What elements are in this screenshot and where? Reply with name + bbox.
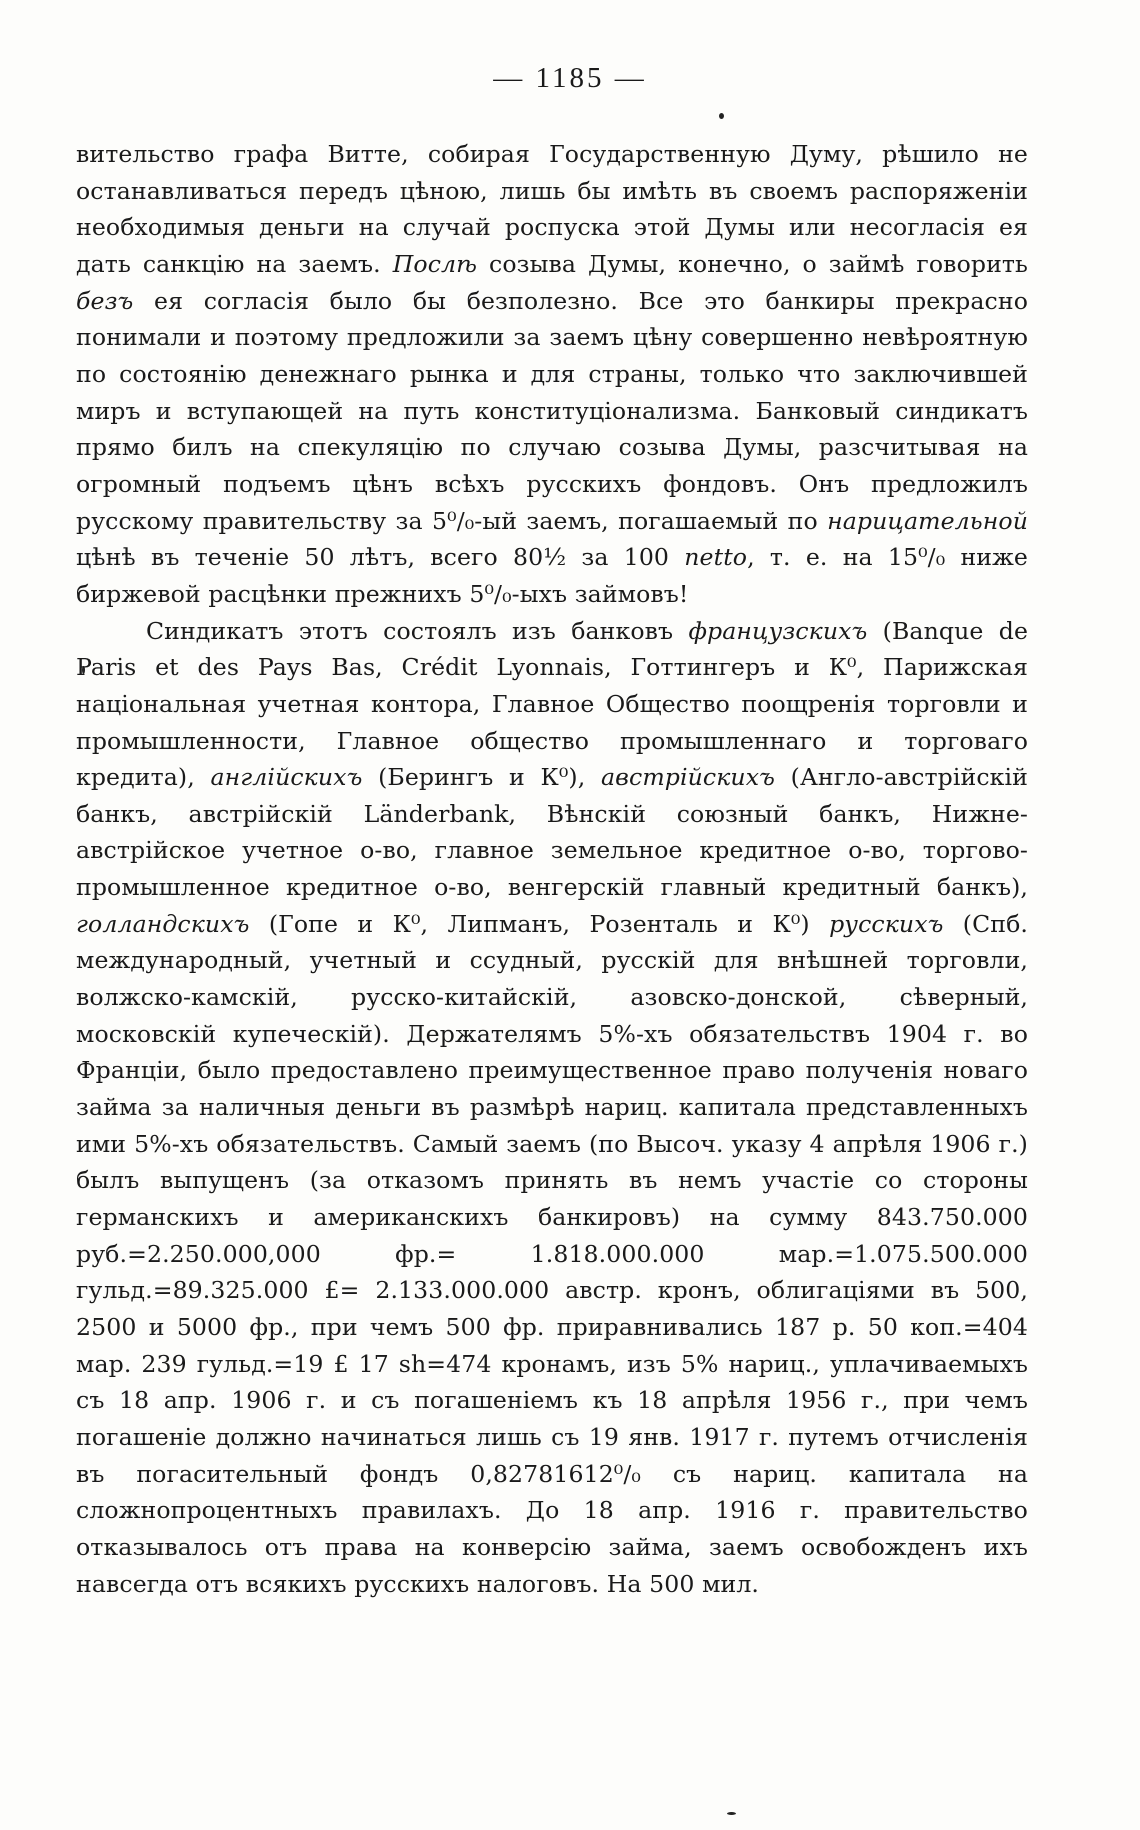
text-run: , т. е. на 15⁰/₀ ниже биржевой расцѣнки прежнихъ 5⁰/₀-ыхъ займовъ! [76,543,1028,608]
body-text [76,136,1028,1602]
text-run: созыва Думы, конечно, о займѣ говорить [477,249,1028,278]
ink-speck [727,1812,736,1815]
text-run: цѣнѣ въ теченіе 50 лѣтъ, всего 80½ за 100 [76,543,685,572]
text-run-italic: Послѣ [392,249,478,278]
text-run-italic: австрійскихъ [601,763,775,792]
text-run-italic: безъ [76,286,134,315]
text-run: ея согласія было бы безполезно. Все это банкиры прекрасно понимали и поэтому предложили за заемъ цѣну совершенно невѣроятную по состоянію денежнаго рынка и для страны, только что заключившей миръ и вступающей на путь конституціонализма. Банковый синдикатъ прямо билъ на спекуляцію по случаю созыва Думы, разсчитывая на огромный подъемъ цѣнъ всѣхъ русскихъ фондовъ. Онъ предложилъ русскому правительству за 5⁰/₀-ый заемъ, погашаемый по [76,286,1028,535]
page-number: — 1185 — [493,62,647,94]
text-run: вительство графа Витте, собирая Государственную Думу, рѣшило не останавливаться передъ цѣною, лишь бы имѣть въ своемъ распоряженіи необходимыя деньги на случай роспуска этой Думы или несогласія ея дать санкцію на заемъ. [76,140,1028,278]
text-run-italic: нарицательной [827,506,1028,535]
ink-speck [719,113,724,119]
paragraph-1 [76,136,1028,613]
text-run-italic: голландскихъ [76,909,250,938]
text-run: (Берингъ и К⁰), [362,763,601,792]
text-run: (Англо-австрійскій банкъ, австрійскій Länderbank, Вѣнскій союзный банкъ, Нижне-австрійское учетное о-во, главное земельное кредитное о-во, торгово-промышленное кредитное о-во, венгерскій главный кредитный банкъ), [76,763,1028,902]
text-run-italic: французскихъ [688,616,868,645]
text-run-italic: netto [684,543,748,572]
text-run: (Гопе и К⁰, Липманъ, Розенталь и К⁰) [249,909,830,938]
text-run: Синдикатъ этотъ состоялъ изъ банковъ [146,616,689,645]
text-run: (Banque de Paris et des Pays Bas, Crédit Lyonnais, Готтингеръ и К⁰, Парижская національная учетная контора, Главное Общество поощренія торговли и промышленности, Главное общество промышленнаго и торговаго кредита), [76,616,1029,792]
paragraph-2 [76,613,1028,1603]
text-run: (Спб. международный, учетный и ссудный, русскій для внѣшней торговли, волжско-камскій, русско-китайскій, азовско-донской, сѣверный, московскій купеческій). Держателямъ 5%-хъ обязательствъ 1904 г. во Франціи, было предоставлено преимущественное право полученія новаго займа за наличныя деньги въ размѣрѣ нариц. капитала представленныхъ ими 5%-хъ обязательствъ. Самый заемъ (по Высоч. указу 4 апрѣля 1906 г.) былъ выпущенъ (за отказомъ принять въ немъ участіе со стороны германскихъ и американскихъ банкировъ) на сумму 843.750.000 руб.=2.250.000,000 фр.= 1.818.000.000 мар.=1.075.500.000 гульд.=89.325.000 £= 2.133.000.000 австр. кронъ, облигаціями въ 500, 2500 и 5000 фр., при чемъ 500 фр. приравнивались 187 р. 50 коп.=404 мар. 239 гульд.=19 £ 17 sh=474 кронамъ, изъ 5% нариц., уплачиваемыхъ съ 18 апр. 1906 г. и съ погашеніемъ къ 18 апрѣля 1956 г., при чемъ погашеніе должно начинаться лишь съ 19 янв. 1917 г. путемъ отчисленія въ погасительный фондъ 0,82781612⁰/₀ съ нариц. капитала на сложнопроцентныхъ правилахъ. До 18 апр. 1916 г. правительство отказывалось отъ права на конверсію займа, заемъ освобожденъ ихъ навсегда отъ всякихъ русскихъ налоговъ. На 500 мил. [76,909,1028,1598]
text-run-italic: англійскихъ [210,763,363,792]
text-run-italic: русскихъ [829,909,944,938]
